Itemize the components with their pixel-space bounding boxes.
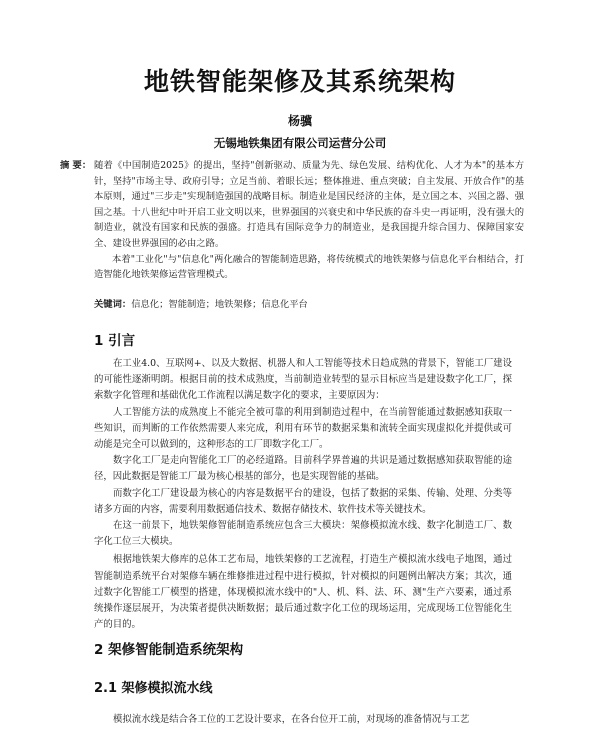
author-name: 杨骥 bbox=[287, 114, 312, 128]
section-body-intro bbox=[94, 356, 512, 633]
abstract-paragraph: 本着"工业化"与"信息化"两化融合的智能制造思路，将传统模式的地铁架修与信息化平台相结合，打造智能化地铁架修运营管理模式。 bbox=[94, 253, 524, 281]
body-paragraph: 根据地铁架大修库的总体工艺布局，地铁架修的工艺流程，打造生产模拟流水线电子地图，通过智能制造系统平台对架修车辆在维修推进过程中进行模拟，针对模拟的问题例出解决方案；其次，通过数字化智能工厂模型的搭建，体现模拟流水线中的"人、机、料、法、环、测"生产六要素，通过系统操作逐层展开，为决策者提供决断数据；最后通过数字化工位的现场运用，完成现场工位智能化生产的目的。 bbox=[94, 554, 512, 631]
abstract bbox=[60, 158, 524, 283]
keywords-list: 信息化；智能制造；地铁架修；信息化平台 bbox=[131, 299, 308, 310]
section-heading-architecture: 2 架修智能制造系统架构 bbox=[94, 642, 244, 658]
section-heading-intro: 1 引言 bbox=[94, 333, 136, 349]
author-affiliation: 无锡地铁集团有限公司运营分公司 bbox=[213, 136, 387, 150]
keywords bbox=[94, 298, 524, 312]
abstract-paragraph: 随着《中国制造2025》的提出，坚持"创新驱动、质量为先、绿色发展、结构优化、人才为本"的基本方针，坚持"市场主导、政府引导；立足当前、着眼长远；整体推进、重点突破；自主发展、开放合作"的基本原则，通过"三步走"实现制造强国的战略目标。制造业是国民经济的主体，是立国之本、兴国之器、强国之基。十八世纪中叶开启工业文明以来，世界强国的兴衰史和中华民族的奋斗史一再证明，没有强大的制造业，就没有国家和民族的强盛。打造具有国际竞争力的制造业，是我国提升综合国力、保障国家安全、建设世界强国的必由之路。 bbox=[94, 160, 524, 249]
abstract-label: 摘 要： bbox=[60, 160, 92, 171]
section-body-simulation-line bbox=[94, 712, 512, 728]
body-paragraph: 在这一前景下，地铁架修智能制造系统应包含三大模块：架修模拟流水线、数字化制造工厂、数字化工位三大模块。 bbox=[94, 520, 512, 548]
body-paragraph: 人工智能方法的成熟度上不能完全被可靠的利用到制造过程中，在当前智能通过数据感知获取一些知识，而判断的工作依然需要人来完成，利用有环节的数据采集和流转全面实现虚拟化并提供或可动能是完全可以做到的，这种形态的工厂即数字化工厂。 bbox=[94, 406, 512, 451]
body-paragraph: 在工业4.0、互联网+、以及大数据、机器人和人工智能等技术日趋成熟的背景下，智能工厂建设的可能性逐渐明朗。根据目前的技术成熟度，当前制造业转型的显示目标应当是建设数字化工厂，探索数字化管理和基础优化工作流程以满足数字化的要求，主要原因为： bbox=[94, 358, 512, 402]
body-paragraph: 模拟流水线是结合各工位的工艺设计要求，在各台位开工前，对现场的准备情况与工艺 bbox=[113, 714, 470, 725]
keywords-label: 关键词： bbox=[94, 299, 132, 310]
subsection-heading-simulation-line: 2.1 架修模拟流水线 bbox=[94, 681, 213, 696]
body-paragraph: 而数字化工厂建设最为核心的内容是数据平台的建设，包括了数据的采集、传输、处理、分类等诸多方面的内容，需要利用数据通信技术、数据存储技术、软件技术等关键技术。 bbox=[94, 487, 512, 515]
paper-title: 地铁智能架修及其系统架构 bbox=[143, 67, 456, 96]
body-paragraph: 数字化工厂是走向智能化工厂的必经道路。目前科学界普遍的共识是通过数据感知获取智能的途径，因此数据是智能工厂最为核心根基的部分，也是实现智能的基础。 bbox=[94, 455, 512, 483]
